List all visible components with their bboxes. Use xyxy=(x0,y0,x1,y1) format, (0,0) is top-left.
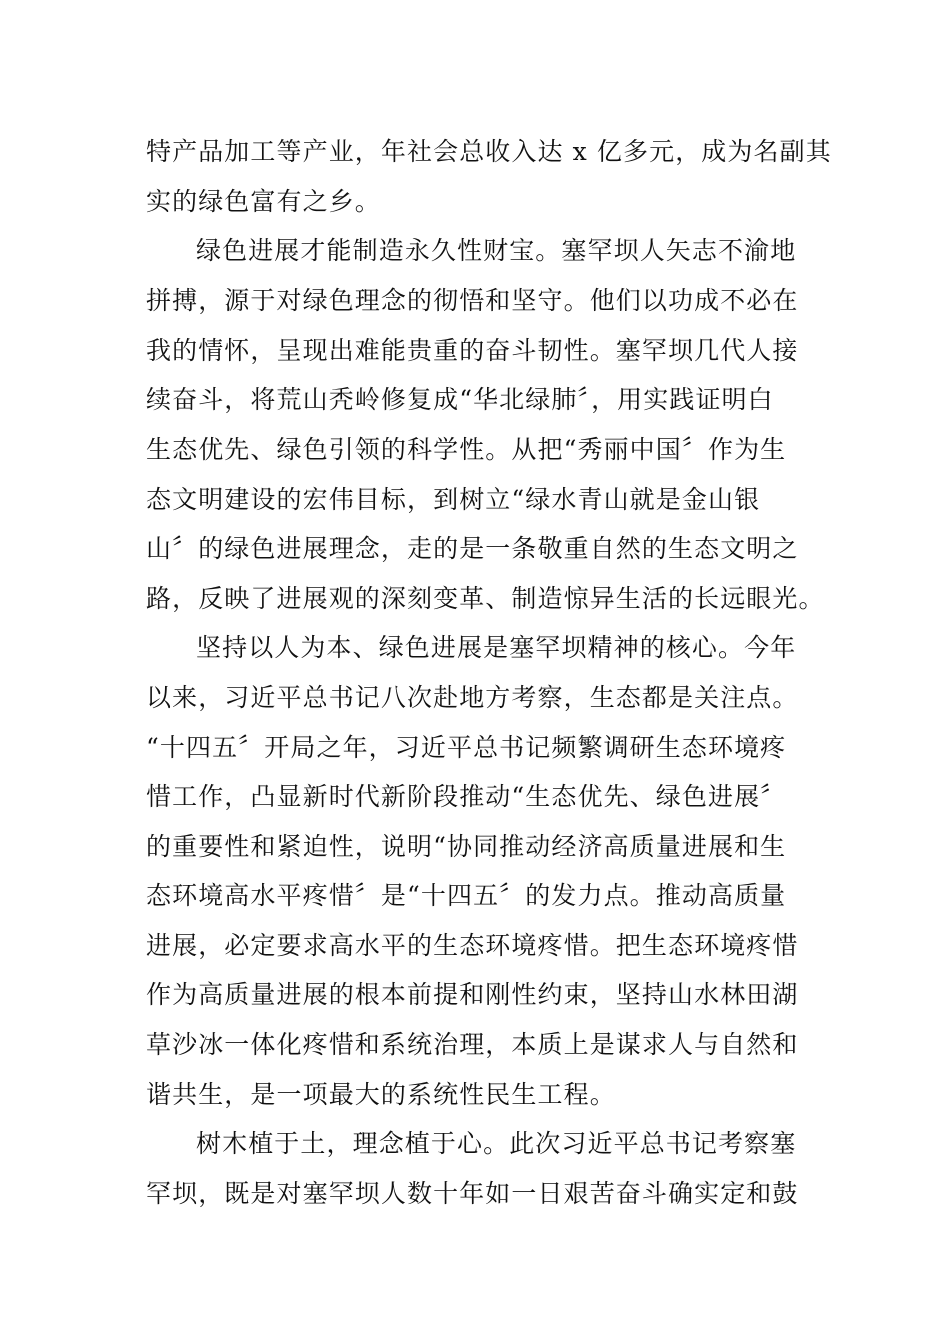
text-line: 实的绿色富有之乡。 xyxy=(146,187,381,216)
text-line: 的重要性和紧迫性，说明“协同推动经济高质量进展和生 xyxy=(146,832,787,861)
text-line: 谐共生，是一项最大的系统性民生工程。 xyxy=(146,1080,616,1109)
paragraph-start-line: 树木植于土，理念植于心。此次习近平总书记考察塞 xyxy=(196,1129,797,1158)
text-line: “十四五〞开局之年，习近平总书记频繁调研生态环境疼 xyxy=(146,733,787,762)
text-line: 生态优先、绿色引领的科学性。从把“秀丽中国〞作为生 xyxy=(146,435,787,464)
text-line: 草沙冰一体化疼惜和系统治理，本质上是谋求人与自然和 xyxy=(146,1030,799,1059)
text-line: 山〞的绿色进展理念，走的是一条敬重自然的生态文明之 xyxy=(146,534,799,563)
text-line: 惜工作，凸显新时代新阶段推动“生态优先、绿色进展〞 xyxy=(146,782,787,811)
text-line: 拼搏，源于对绿色理念的彻悟和坚守。他们以功成不必在 xyxy=(146,286,799,315)
text-line: 罕坝，既是对塞罕坝人数十年如一日艰苦奋斗确实定和鼓 xyxy=(146,1179,799,1208)
text-line: 作为高质量进展的根本前提和刚性约束，坚持山水林田湖 xyxy=(146,980,799,1009)
text-line: 特产品加工等产业，年社会总收入达 x 亿多元，成为名副其 xyxy=(146,137,832,166)
text-line: 态文明建设的宏伟目标，到树立“绿水青山就是金山银 xyxy=(146,485,761,514)
paragraph-start-line: 绿色进展才能制造永久性财宝。塞罕坝人矢志不渝地 xyxy=(196,236,797,265)
text-line: 路，反映了进展观的深刻变革、制造惊异生活的长远眼光。 xyxy=(146,584,825,613)
text-line: 我的情怀，呈现出难能贵重的奋斗韧性。塞罕坝几代人接 xyxy=(146,336,799,365)
paragraph-start-line: 坚持以人为本、绿色进展是塞罕坝精神的核心。今年 xyxy=(196,633,797,662)
text-line: 以来，习近平总书记八次赴地方考察，生态都是关注点。 xyxy=(146,683,799,712)
text-line: 进展，必定要求高水平的生态环境疼惜。把生态环境疼惜 xyxy=(146,931,799,960)
text-line: 续奋斗，将荒山秃岭修复成“华北绿肺〞，用实践证明白 xyxy=(146,385,774,414)
text-line: 态环境高水平疼惜〞是“十四五〞的发力点。推动高质量 xyxy=(146,881,787,910)
